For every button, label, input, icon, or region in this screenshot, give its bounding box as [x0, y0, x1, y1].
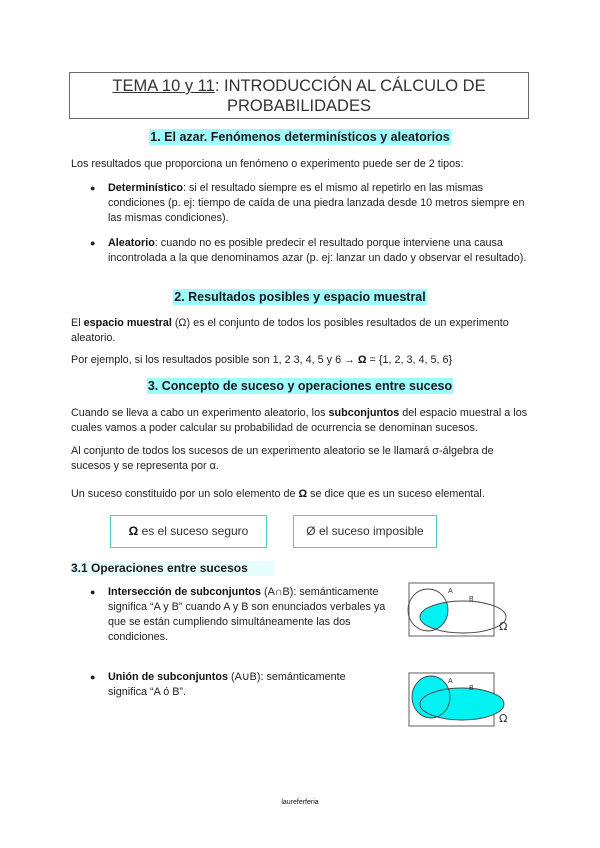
- venn-union-icon: [405, 670, 525, 735]
- bullet-dot-icon: ●: [90, 587, 96, 597]
- venn-union-diagram: [405, 670, 525, 735]
- title-line1: : INTRODUCCIÓN AL CÁLCULO DE: [214, 77, 486, 95]
- callout-suceso-imposible: Ø el suceso imposible: [293, 515, 437, 548]
- sigma-algebra-paragraph: Al conjunto de todos los sucesos de un experimento aleatorio se le llamará σ-álgebra de sucesos y se representa por α.: [71, 445, 494, 472]
- svg-text:A: A: [448, 588, 453, 595]
- title-box: [69, 72, 529, 119]
- section-1-heading: 1. El azar. Fenómenos determinísticos y aleatorios: [150, 130, 450, 144]
- svg-text:B: B: [469, 596, 474, 603]
- title-underlined: TEMA 10 y 11: [112, 77, 215, 95]
- section-3-heading: 3. Concepto de suceso y operaciones entre suceso: [147, 379, 453, 393]
- svg-text:Ω: Ω: [499, 712, 508, 725]
- espacio-muestral-example: Por ejemplo, si los resultados posible son 1, 2 3, 4, 5 y 6 → Ω = {1, 2, 3, 4, 5, 6}: [71, 354, 453, 366]
- svg-text:A: A: [448, 678, 453, 685]
- suceso-definition: Cuando se lleva a cabo un experimento aleatorio, los subconjuntos del espacio muestral a los cuales vamos a poder calcular su probabilidad de ocurrencia se denominan sucesos.: [71, 407, 528, 434]
- callout-suceso-seguro: Ω es el suceso seguro: [110, 515, 267, 548]
- subsection-3-1-heading: 3.1 Operaciones entre sucesos: [71, 561, 275, 576]
- bullet-dot-icon: ●: [90, 183, 96, 193]
- venn-intersection-icon: [405, 580, 525, 645]
- espacio-muestral-definition: El espacio muestral (Ω) es el conjunto de todos los posibles resultados de un experimento aleatorio.: [71, 317, 509, 344]
- bullet-deterministico: ● Determinístico: si el resultado siempre es el mismo al repetirlo en las mismas condiciones (p. ej: tiempo de caída de una piedra lanzada desde 10 metros siempre en las mismas condiciones).: [90, 182, 525, 224]
- bullet-dot-icon: ●: [90, 672, 96, 682]
- section-1-intro: Los resultados que proporciona un fenómeno o experimento puede ser de 2 tipos:: [71, 158, 464, 170]
- bullet-aleatorio: ● Aleatorio: cuando no es posible predecir el resultado porque interviene una causa incontrolada a la que denominamos azar (p. ej: lanzar un dado y observar el resultado).: [90, 237, 527, 264]
- title-line2: PROBABILIDADES: [227, 97, 371, 115]
- suceso-elemental-paragraph: Un suceso constituido por un solo elemento de Ω se dice que es un suceso elemental.: [71, 488, 485, 500]
- footer-author: laureferferia: [281, 799, 319, 806]
- bullet-dot-icon: ●: [90, 238, 96, 248]
- svg-text:B: B: [469, 685, 474, 692]
- bullet-union: ● Unión de subconjuntos (A∪B): semánticamente significa “A ó B”.: [90, 671, 346, 698]
- bullet-interseccion: ● Intersección de subconjuntos (A∩B): semánticamente significa “A y B” cuando A y B son enunciados verbales ya que se están cumpliendo simultáneamente las dos condiciones.: [90, 586, 386, 643]
- section-2-heading: 2. Resultados posibles y espacio muestral: [174, 290, 426, 304]
- venn-intersection-diagram: [405, 580, 525, 645]
- svg-text:Ω: Ω: [499, 620, 508, 633]
